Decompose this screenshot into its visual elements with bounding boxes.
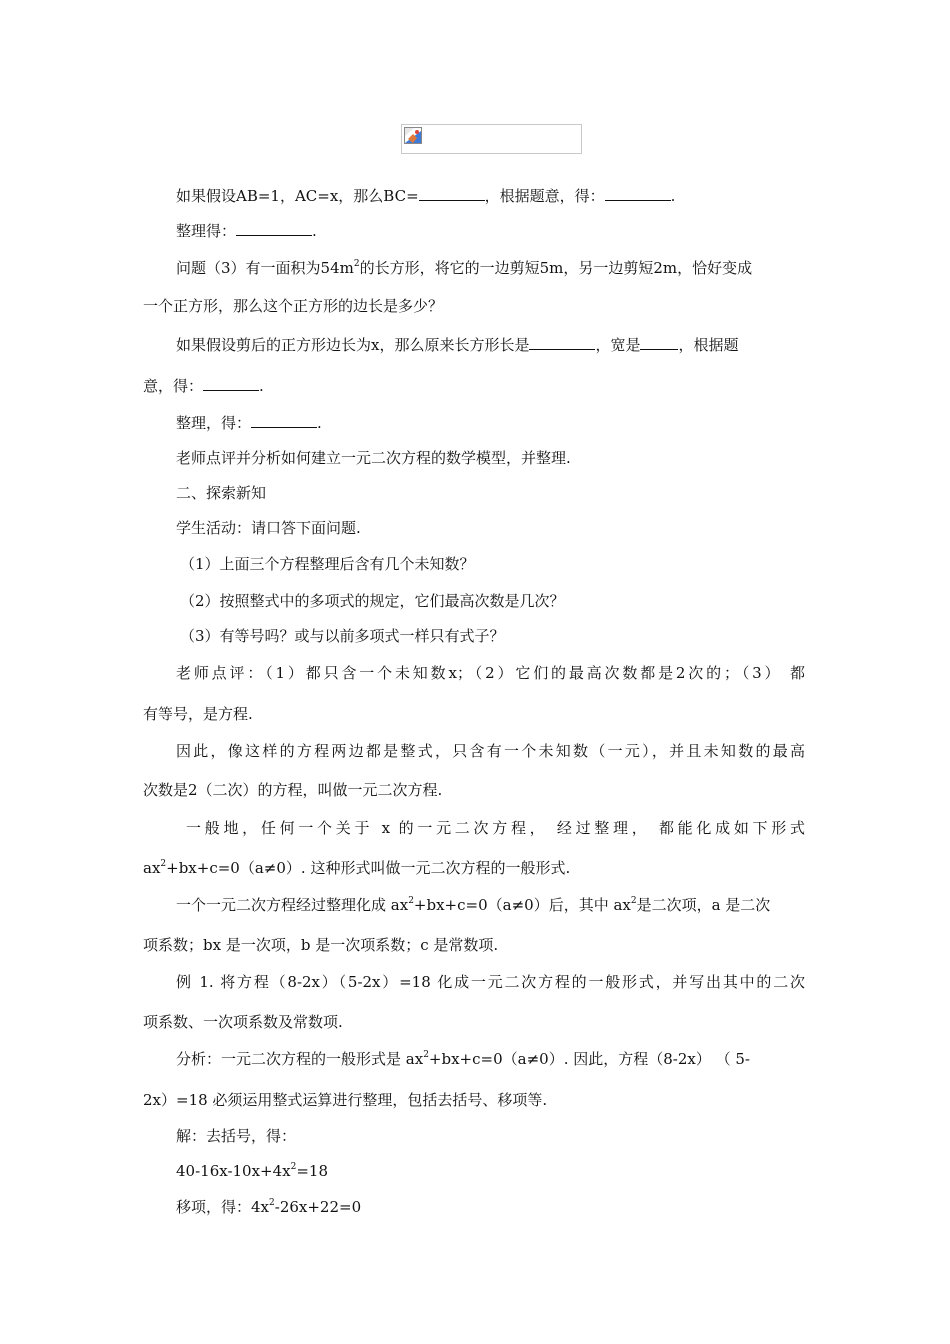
paragraph-rect-cont [143, 376, 264, 396]
terms-explanation [176, 895, 770, 915]
equation-2 [176, 1197, 361, 1217]
text: . [317, 414, 322, 432]
problem-3 [176, 258, 752, 278]
paragraph-rect [176, 335, 739, 355]
example-1: 例 1. 将方程（8-2x）（5-2x）=18 化成一元二次方程的一般形式，并写出其中的二次 [176, 973, 805, 991]
answer-blank [529, 335, 595, 350]
text: 分析：一元二次方程的一般形式是 ax [176, 1050, 424, 1068]
question-3: （3）有等号吗？或与以前多项式一样只有式子？ [180, 627, 505, 645]
general-form-cont [143, 858, 570, 878]
analysis [176, 1049, 750, 1069]
paragraph-bc [176, 186, 675, 206]
answer-blank [251, 413, 317, 428]
text: =18 [296, 1162, 329, 1180]
student-activity: 学生活动：请口答下面问题. [176, 519, 361, 537]
text: 如果假设AB=1，AC=x，那么BC= [176, 187, 419, 205]
answer-blank [419, 186, 485, 201]
terms-explanation-cont: 项系数；bx 是一次项，b 是一次项系数；c 是常数项. [143, 936, 499, 954]
paragraph-simplify-1 [176, 221, 317, 241]
answer-blank [203, 376, 259, 391]
teacher-comment-2: 老师点评：（1）都只含一个未知数x；（2）它们的最高次数都是2次的；（3） 都 [176, 664, 805, 682]
analysis-cont: 2x）=18 必须运用整式运算进行整理，包括去括号、移项等. [143, 1091, 548, 1109]
text: 一个一元二次方程经过整理化成 ax [176, 896, 409, 914]
definition: 因此，像这样的方程两边都是整式，只含有一个未知数（一元），并且未知数的最高 [176, 742, 805, 760]
text: . [259, 377, 264, 395]
superscript: 2 [290, 1162, 297, 1172]
paragraph-simplify-2 [176, 413, 322, 433]
answer-blank [605, 186, 671, 201]
text: 如果假设剪后的正方形边长为x，那么原来长方形长是 [176, 336, 530, 354]
text: . [312, 222, 317, 240]
answer-blank [236, 221, 312, 236]
image-placeholder [401, 124, 582, 154]
text: . [670, 187, 676, 205]
text: +bx+c=0（a≠0）. 因此，方程（8-2x） （ 5- [428, 1050, 750, 1068]
problem-3-cont: 一个正方形，那么这个正方形的边长是多少？ [143, 297, 444, 315]
text: 的长方形，将它的一边剪短5m，另一边剪短2m，恰好变成 [359, 259, 753, 277]
text: 问题（3）有一面积为54m [176, 259, 354, 277]
text: 整理，得： [176, 414, 252, 432]
text: -26x+22=0 [274, 1198, 362, 1216]
teacher-comment-1: 老师点评并分析如何建立一元二次方程的数学模型，并整理. [176, 449, 571, 467]
text: +bx+c=0（a≠0）. 这种形式叫做一元二次方程的一般形式. [166, 859, 571, 877]
broken-image-icon [404, 127, 422, 144]
example-1-cont: 项系数、一次项系数及常数项. [143, 1013, 343, 1031]
superscript: 2 [423, 1050, 429, 1060]
section-heading: 二、探索新知 [176, 484, 267, 502]
text: 是二次项，a 是二次 [636, 896, 771, 914]
text: +bx+c=0（a≠0）后，其中 ax [413, 896, 631, 914]
teacher-comment-2-cont: 有等号，是方程. [143, 705, 253, 723]
text: 整理得： [176, 222, 237, 240]
text: ax [143, 859, 161, 877]
superscript: 2 [408, 896, 414, 906]
question-2: （2）按照整式中的多项式的规定，它们最高次数是几次？ [180, 592, 565, 610]
superscript: 2 [630, 896, 637, 906]
superscript: 2 [353, 259, 360, 269]
superscript: 2 [160, 859, 167, 869]
superscript: 2 [269, 1198, 275, 1208]
question-1: （1）上面三个方程整理后含有几个未知数？ [180, 555, 475, 573]
text: ，宽是 [595, 336, 641, 354]
answer-blank [640, 335, 678, 350]
text: 意，得： [143, 377, 204, 395]
text: ，根据题意，得： [484, 187, 605, 205]
text: 移项，得：4x [176, 1198, 270, 1216]
text: ，根据题 [678, 336, 739, 354]
general-form: 一般地，任何一个关于 x 的一元二次方程， 经过整理， 都能化成如下形式 [186, 819, 805, 837]
equation-1 [176, 1161, 328, 1181]
solution-step-1: 解：去括号，得： [176, 1127, 297, 1145]
text: 40-16x-10x+4x [176, 1162, 291, 1180]
definition-cont: 次数是2（二次）的方程，叫做一元二次方程. [143, 781, 443, 799]
